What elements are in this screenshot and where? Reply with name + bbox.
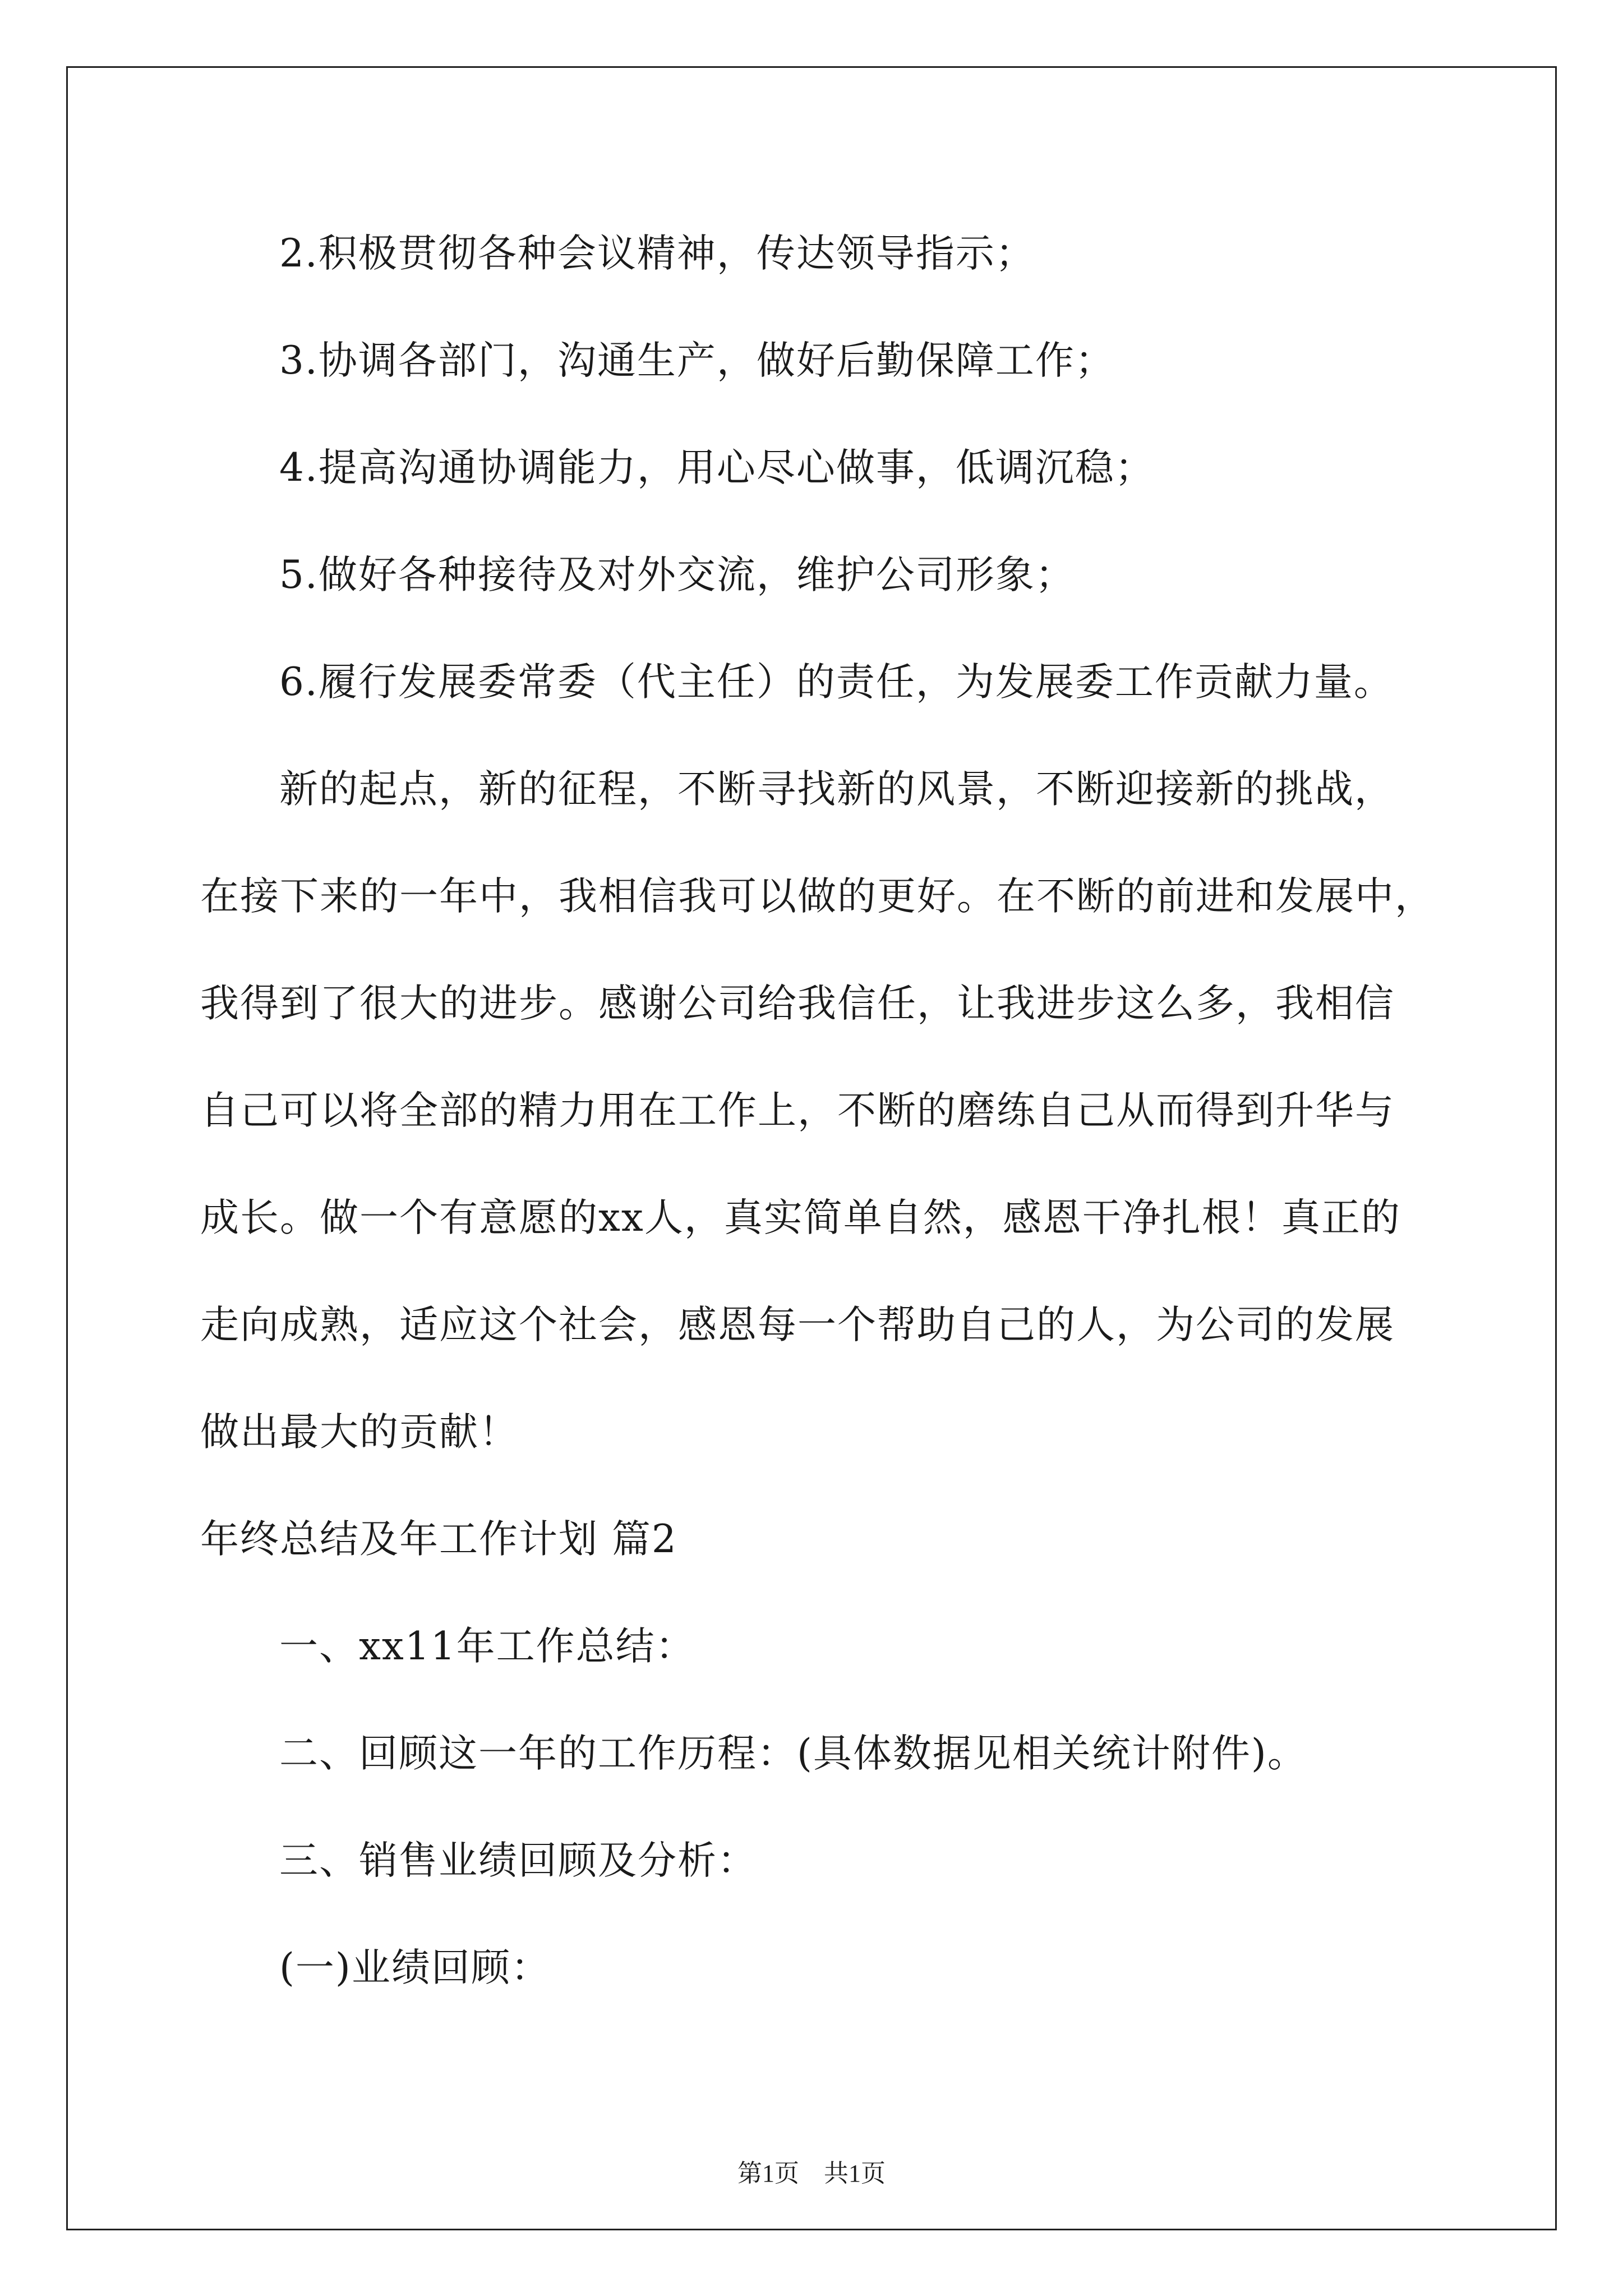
list-item: 5.做好各种接待及对外交流，维护公司形象；: [279, 553, 1075, 597]
paragraph-line: 在接下来的一年中，我相信我可以做的更好。在不断的前进和发展中，: [200, 874, 1435, 919]
paragraph-line: 成长。做一个有意愿的xx人，真实简单自然，感恩干净扎根！真正的: [200, 1195, 1401, 1240]
list-item: 4.提高沟通协调能力，用心尽心做事，低调沉稳；: [279, 445, 1155, 490]
page-footer: 第1页 共1页: [737, 2160, 886, 2187]
list-item: 2.积极贯彻各种会议精神，传达领导指示；: [279, 231, 1035, 276]
paragraph-line: 做出最大的贡献！: [200, 1410, 519, 1455]
list-item: (一)业绩回顾：: [279, 1945, 551, 1990]
page-border: [66, 66, 1557, 2230]
section-heading: 年终总结及年工作计划 篇2: [200, 1517, 677, 1562]
list-item: 二、回顾这一年的工作历程：(具体数据见相关统计附件)。: [279, 1731, 1307, 1776]
list-item: 一、xx11年工作总结：: [279, 1624, 695, 1669]
paragraph-line: 走向成熟，适应这个社会，感恩每一个帮助自己的人，为公司的发展: [200, 1303, 1395, 1347]
list-item: 6.履行发展委常委（代主任）的责任，为发展委工作贡献力量。: [279, 660, 1394, 705]
list-item: 3.协调各部门，沟通生产，做好后勤保障工作；: [279, 338, 1115, 383]
paragraph-line: 我得到了很大的进步。感谢公司给我信任，让我进步这么多，我相信: [200, 981, 1395, 1026]
paragraph-line: 新的起点，新的征程，不断寻找新的风景，不断迎接新的挑战，: [279, 767, 1394, 812]
list-item: 三、销售业绩回顾及分析：: [279, 1838, 757, 1883]
paragraph-line: 自己可以将全部的精力用在工作上，不断的磨练自己从而得到升华与: [200, 1088, 1395, 1133]
